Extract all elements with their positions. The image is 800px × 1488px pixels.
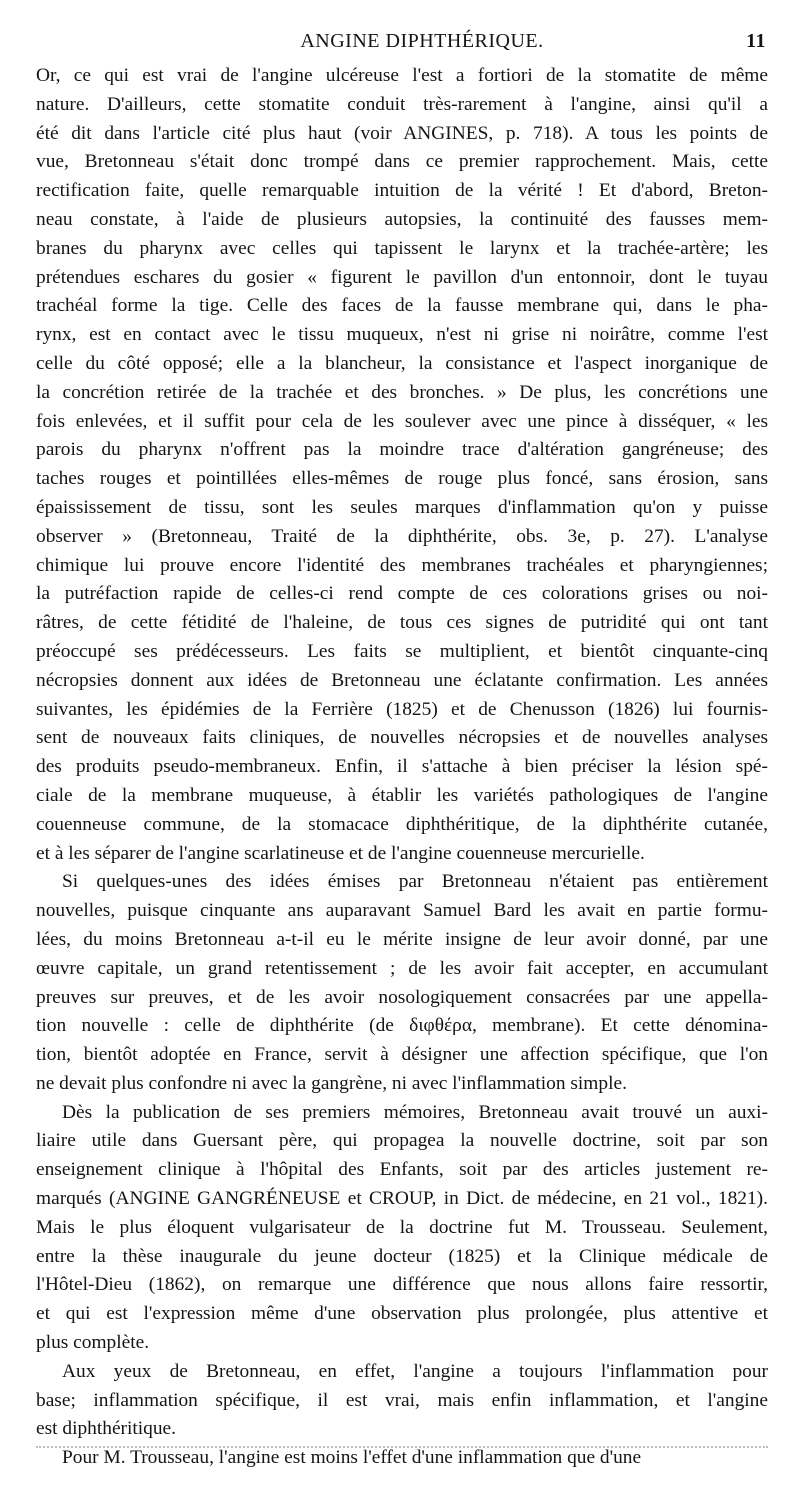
paragraph [36, 868, 768, 1098]
text-line: enseignement clinique à l'hôpital des Enfants, soit par des articles justement re- [36, 1159, 768, 1181]
text-line: tion nouvelle : celle de diphthérite (de διφθέρα, membrane). Et cette dénomina- [36, 1015, 768, 1037]
text-line: vue, Bretonneau s'était donc trompé dans ce premier rapprochement. Mais, cette [36, 151, 768, 173]
text-line: Mais le plus éloquent vulgarisateur de la doctrine fut M. Trousseau. Seulement, [36, 1216, 768, 1238]
text-line: parois du pharynx n'offrent pas la moindre trace d'altération gangréneuse; des [36, 439, 768, 461]
text-line: la putréfaction rapide de celles-ci rend compte de ces colorations grises ou noi- [36, 583, 768, 605]
paragraph [36, 1099, 768, 1358]
text-line: preuves sur preuves, et de les avoir nosologiquement consacrées par une appella- [36, 986, 768, 1008]
text-line: et qui est l'expression même d'une observation plus prolongée, plus attentive et [36, 1303, 768, 1325]
text-line: observer » (Bretonneau, Traité de la diphthérite, obs. 3e, p. 27). L'analyse [36, 525, 768, 547]
document-page [36, 22, 768, 1473]
text-line: prétendues eschares du gosier « figurent le pavillon d'un entonnoir, dont le tuyau [36, 266, 768, 288]
text-line: entre la thèse inaugurale du jeune docteur (1825) et la Clinique médicale de [36, 1245, 768, 1267]
text-line: Pour M. Trousseau, l'angine est moins l'effet d'une inflammation que d'une [62, 1447, 642, 1469]
text-line: tion, bientôt adoptée en France, servit à désigner une affection spécifique, que l'on [36, 1044, 768, 1066]
body-text [36, 62, 768, 1473]
text-line: Dès la publication de ses premiers mémoires, Bretonneau avait trouvé un auxi- [62, 1101, 768, 1123]
text-line: ciale de la membrane muqueuse, à établir les variétés pathologiques de l'angine [36, 784, 768, 806]
text-line: nature. D'ailleurs, cette stomatite conduit très-rarement à l'angine, ainsi qu'il a [36, 93, 768, 115]
text-line: Si quelques-unes des idées émises par Bretonneau n'étaient pas entièrement [62, 871, 768, 893]
text-line: trachéal forme la tige. Celle des faces de la fausse membrane qui, dans le pha- [36, 295, 768, 317]
text-line: couenneuse commune, de la stomacace diphthéritique, de la diphthérite cutanée, [36, 813, 768, 835]
text-line: Or, ce qui est vrai de l'angine ulcéreuse l'est a fortiori de la stomatite de même [36, 65, 768, 86]
text-line: rectification faite, quelle remarquable intuition de la vérité ! Et d'abord, Breton- [36, 180, 768, 202]
text-line: été dit dans l'article cité plus haut (voir ANGINES, p. 718). A tous les points de [36, 122, 768, 144]
text-line: branes du pharynx avec celles qui tapissent le larynx et la trachée-artère; les [36, 237, 768, 259]
text-line: fois enlevées, et il suffit pour cela de les soulever avec une pince à disséquer, « les [36, 410, 768, 432]
text-line: celle du côté opposé; elle a la blancheur, la consistance et l'aspect inorganique de [36, 352, 768, 374]
text-line: suivantes, les épidémies de la Ferrière (1825) et de Chenusson (1826) lui fournis- [36, 698, 768, 720]
text-line: et à les séparer de l'angine scarlatineuse et de l'angine couenneuse mercurielle. [36, 842, 645, 864]
scan-noise-divider [36, 1442, 768, 1448]
running-header [36, 22, 768, 62]
text-line: marqués (ANGINE GANGRÉNEUSE et CROUP, in Dict. de médecine, en 21 vol., 1821). [36, 1188, 768, 1210]
text-line: chimique lui prouve encore l'identité des membranes trachéales et pharyngiennes; [36, 554, 768, 576]
text-line: râtres, de cette fétidité de l'haleine, de tous ces signes de putridité qui ont tant [36, 612, 768, 634]
text-line: l'Hôtel-Dieu (1862), on remarque une différence que nous allons faire ressortir, [36, 1274, 768, 1296]
text-line: est diphthéritique. [36, 1418, 177, 1440]
text-line: la concrétion retirée de la trachée et des bronches. » De plus, les concrétions une [36, 381, 768, 403]
text-line: épaississement de tissu, sont les seules marques d'inflammation qu'on y puisse [36, 496, 768, 518]
text-line: Aux yeux de Bretonneau, en effet, l'angine a toujours l'inflammation pour [62, 1360, 768, 1382]
text-line: neau constate, à l'aide de plusieurs autopsies, la continuité des fausses mem- [36, 208, 768, 230]
paragraph [36, 1444, 768, 1473]
text-line: lées, du moins Bretonneau a-t-il eu le mérite insigne de leur avoir donné, par une [36, 928, 768, 950]
running-title: ANGINE DIPHTHÉRIQUE. [300, 30, 544, 52]
text-line: des produits pseudo-membraneux. Enfin, il s'attache à bien préciser la lésion spé- [36, 756, 768, 778]
text-line: liaire utile dans Guersant père, qui propagea la nouvelle doctrine, soit par son [36, 1130, 768, 1152]
text-line: plus complète. [36, 1332, 150, 1354]
text-line: base; inflammation spécifique, il est vrai, mais enfin inflammation, et l'angine [36, 1389, 768, 1411]
text-line: sent de nouveaux faits cliniques, de nouvelles nécropsies et de nouvelles analyses [36, 727, 768, 749]
text-line: taches rouges et pointillées elles-mêmes de rouge plus foncé, sans érosion, sans [36, 468, 768, 490]
paragraph [36, 1358, 768, 1444]
page-number: 11 [746, 30, 766, 52]
text-line: nécropsies donnent aux idées de Bretonneau une éclatante confirmation. Les années [36, 669, 768, 691]
paragraph [36, 62, 768, 868]
text-line: nouvelles, puisque cinquante ans auparavant Samuel Bard les avait en partie formu- [36, 900, 768, 922]
text-line: œuvre capitale, un grand retentissement ; de les avoir fait accepter, en accumulant [36, 957, 768, 979]
text-line: préoccupé ses prédécesseurs. Les faits se multiplient, et bientôt cinquante-cinq [36, 640, 768, 662]
text-line: ne devait plus confondre ni avec la gangrène, ni avec l'inflammation simple. [36, 1072, 627, 1094]
text-line: rynx, est en contact avec le tissu muqueux, n'est ni grise ni noirâtre, comme l'est [36, 324, 768, 346]
